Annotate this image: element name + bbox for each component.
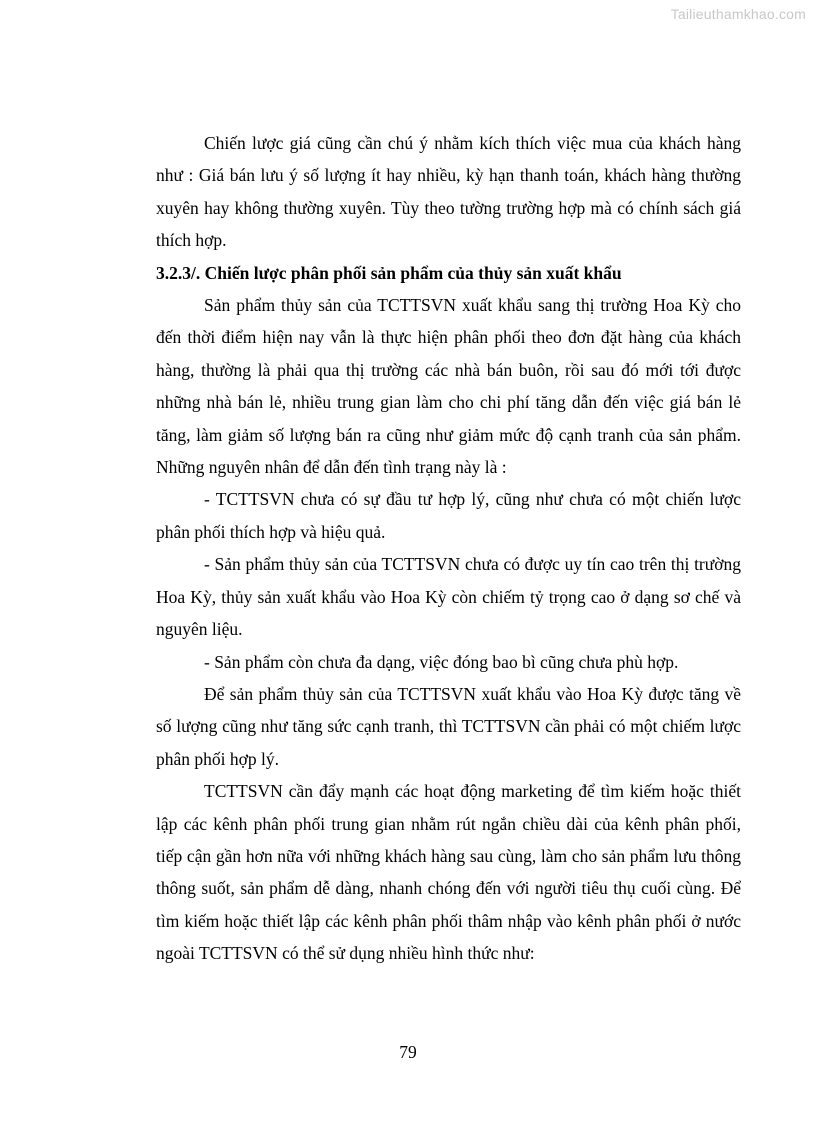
- paragraph-strategy-goal: Để sản phẩm thủy sản của TCTTSVN xuất khẩu vào Hoa Kỳ được tăng về số lượng cũng như tăng sức cạnh tranh, thì TCTTSVN cần phải có một chiếm lược phân phối hợp lý.: [156, 683, 741, 769]
- document-body: [156, 127, 741, 970]
- list-item-investment: - TCTTSVN chưa có sự đầu tư hợp lý, cũng như chưa có một chiến lược phân phối thích hợp và hiệu quả.: [156, 489, 741, 542]
- page-number: 79: [399, 1042, 417, 1062]
- section-heading: 3.2.3/. Chiến lược phân phối sản phẩm của thủy sản xuất khẩu: [156, 262, 622, 283]
- watermark: Tailieuthamkhao.com: [670, 6, 806, 22]
- list-item-diversity: - Sản phẩm còn chưa đa dạng, việc đóng bao bì cũng chưa phù hợp.: [204, 651, 679, 672]
- list-item-reputation: - Sản phẩm thủy sản của TCTTSVN chưa có được uy tín cao trên thị trường Hoa Kỳ, thủy sản xuất khẩu vào Hoa Kỳ còn chiếm tỷ trọng cao ở dạng sơ chế và nguyên liệu.: [156, 554, 741, 640]
- paragraph-marketing: TCTTSVN cần đẩy mạnh các hoạt động marketing để tìm kiếm hoặc thiết lập các kênh phân phối trung gian nhằm rút ngắn chiều dài của kênh phân phối, tiếp cận gần hơn nữa với những khách hàng sau cùng, làm cho sản phẩm lưu thông thông suốt, sản phẩm dễ dàng, nhanh chóng đến với người tiêu thụ cuối cùng. Để tìm kiếm hoặc thiết lập các kênh phân phối thâm nhập vào kênh phân phối ở nước ngoài TCTTSVN có thể sử dụng nhiều hình thức như:: [156, 781, 741, 964]
- paragraph-pricing: Chiến lược giá cũng cần chú ý nhằm kích thích việc mua của khách hàng như : Giá bán lưu ý số lượng ít hay nhiều, kỳ hạn thanh toán, khách hàng thường xuyên hay không thường xuyên. Tùy theo tường trường hợp mà có chính sách giá thích hợp.: [156, 133, 741, 251]
- paragraph-distribution-current: Sản phẩm thủy sản của TCTTSVN xuất khẩu sang thị trường Hoa Kỳ cho đến thời điểm hiện nay vẫn là thực hiện phân phối theo đơn đặt hàng của khách hàng, thường là phải qua thị trường các nhà bán buôn, rồi sau đó mới tới được những nhà bán lẻ, nhiều trung gian làm cho chi phí tăng dẫn đến việc giá bán lẻ tăng, làm giảm số lượng bán ra cũng như giảm mức độ cạnh tranh của sản phẩm. Những nguyên nhân để dẫn đến tình trạng này là :: [156, 295, 741, 478]
